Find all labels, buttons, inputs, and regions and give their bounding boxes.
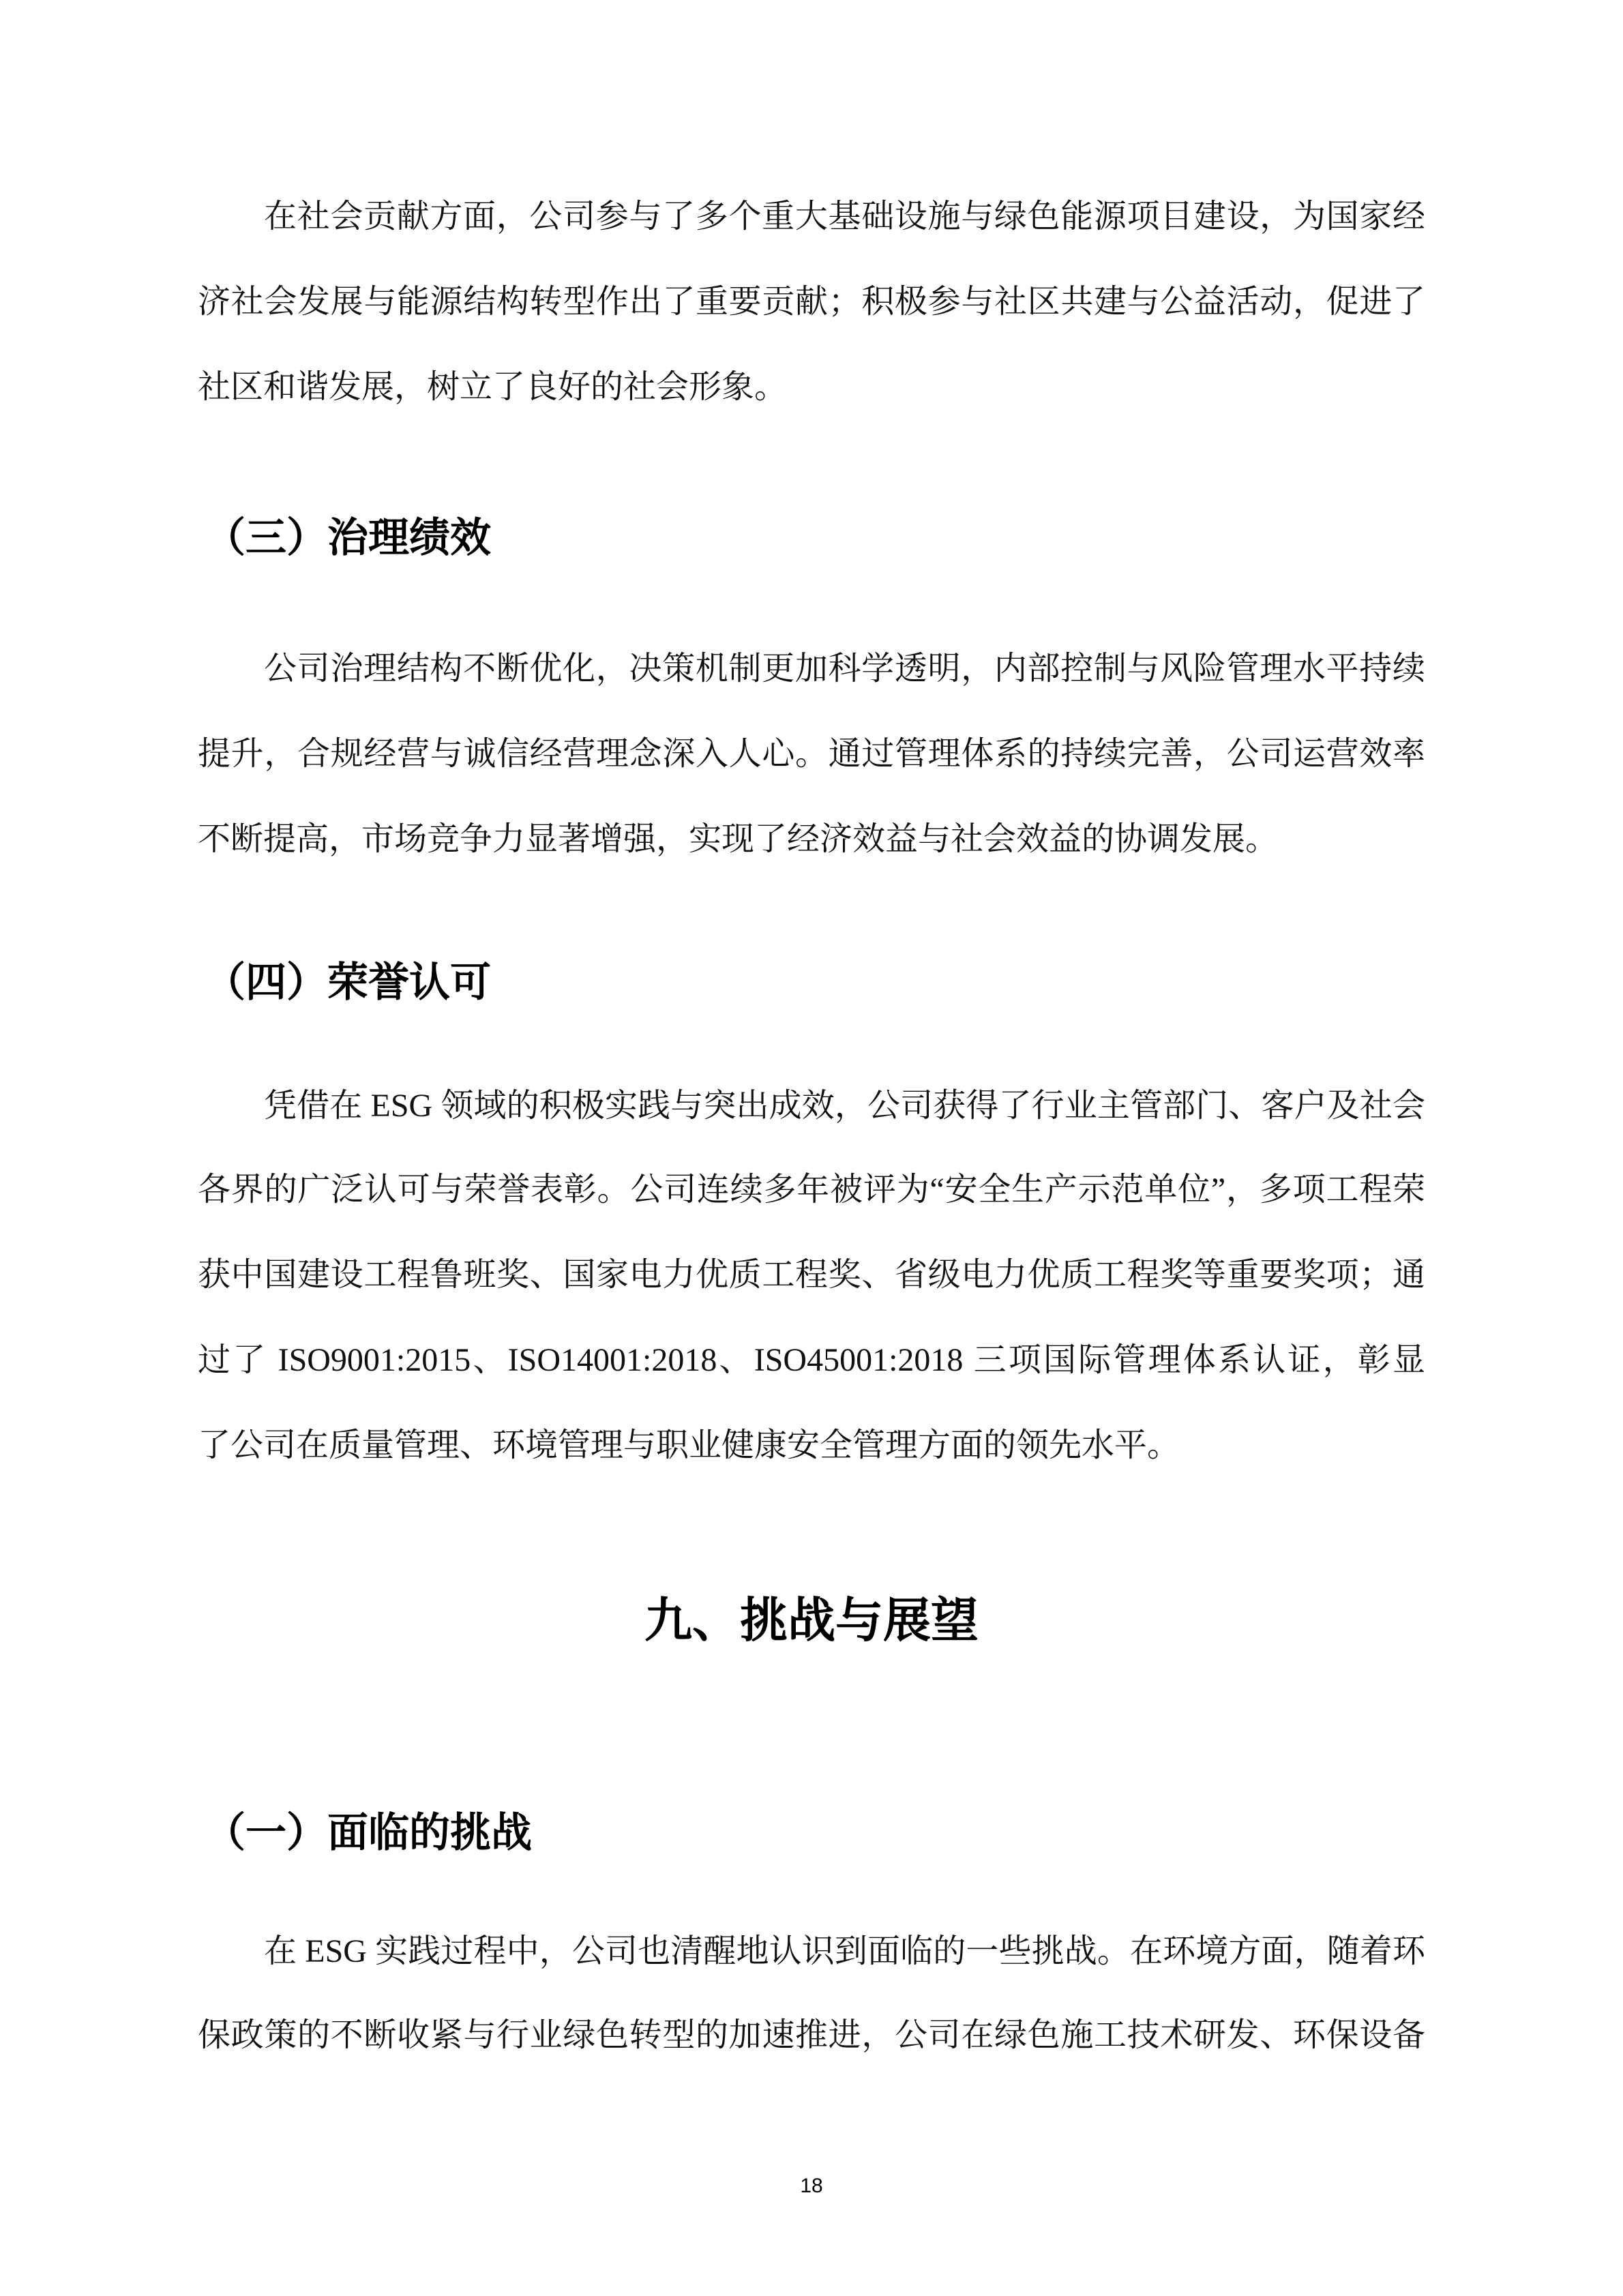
- paragraph-line: 公司治理结构不断优化，决策机制更加科学透明，内部控制与风险管理水平持续: [264, 651, 1425, 687]
- paragraph-line: 过了 ISO9001:2015、ISO14001:2018、ISO45001:2018 三项国际管理体系认证，彰显: [198, 1342, 1425, 1378]
- paragraph-line: 在社会贡献方面，公司参与了多个重大基础设施与绿色能源项目建设，为国家经: [264, 198, 1425, 235]
- paragraph-line: 各界的广泛认可与荣誉表彰。公司连续多年被评为“安全生产示范单位”，多项工程荣: [198, 1172, 1425, 1208]
- paragraph-line: 不断提高，市场竞争力显著增强，实现了经济效益与社会效益的协调发展。: [198, 821, 1279, 857]
- paragraph-line: 获中国建设工程鲁班奖、国家电力优质工程奖、省级电力优质工程奖等重要奖项；通: [198, 1257, 1425, 1293]
- paragraph-line: 济社会发展与能源结构转型作出了重要贡献；积极参与社区共建与公益活动，促进了: [198, 284, 1425, 320]
- paragraph-line: 社区和谐发展，树立了良好的社会形象。: [198, 369, 788, 405]
- section-heading-governance: （三）治理绩效: [205, 515, 491, 561]
- paragraph-line: 在 ESG 实践过程中，公司也清醒地认识到面临的一些挑战。在环境方面，随着环: [264, 1933, 1425, 1969]
- paragraph-line: 凭借在 ESG 领域的积极实践与突出成效，公司获得了行业主管部门、客户及社会: [264, 1088, 1425, 1124]
- page-number: 18: [800, 2175, 823, 2197]
- paragraph-line: 提升，合规经营与诚信经营理念深入人心。通过管理体系的持续完善，公司运营效率: [198, 736, 1425, 772]
- section-heading-honor: （四）荣誉认可: [205, 959, 491, 1005]
- section-heading-challenges: （一）面临的挑战: [205, 1810, 532, 1855]
- chapter-heading: 九、挑战与展望: [644, 1594, 979, 1647]
- paragraph-line: 了公司在质量管理、环境管理与职业健康安全管理方面的领先水平。: [198, 1427, 1180, 1463]
- paragraph-line: 保政策的不断收紧与行业绿色转型的加速推进，公司在绿色施工技术研发、环保设备: [198, 2017, 1425, 2053]
